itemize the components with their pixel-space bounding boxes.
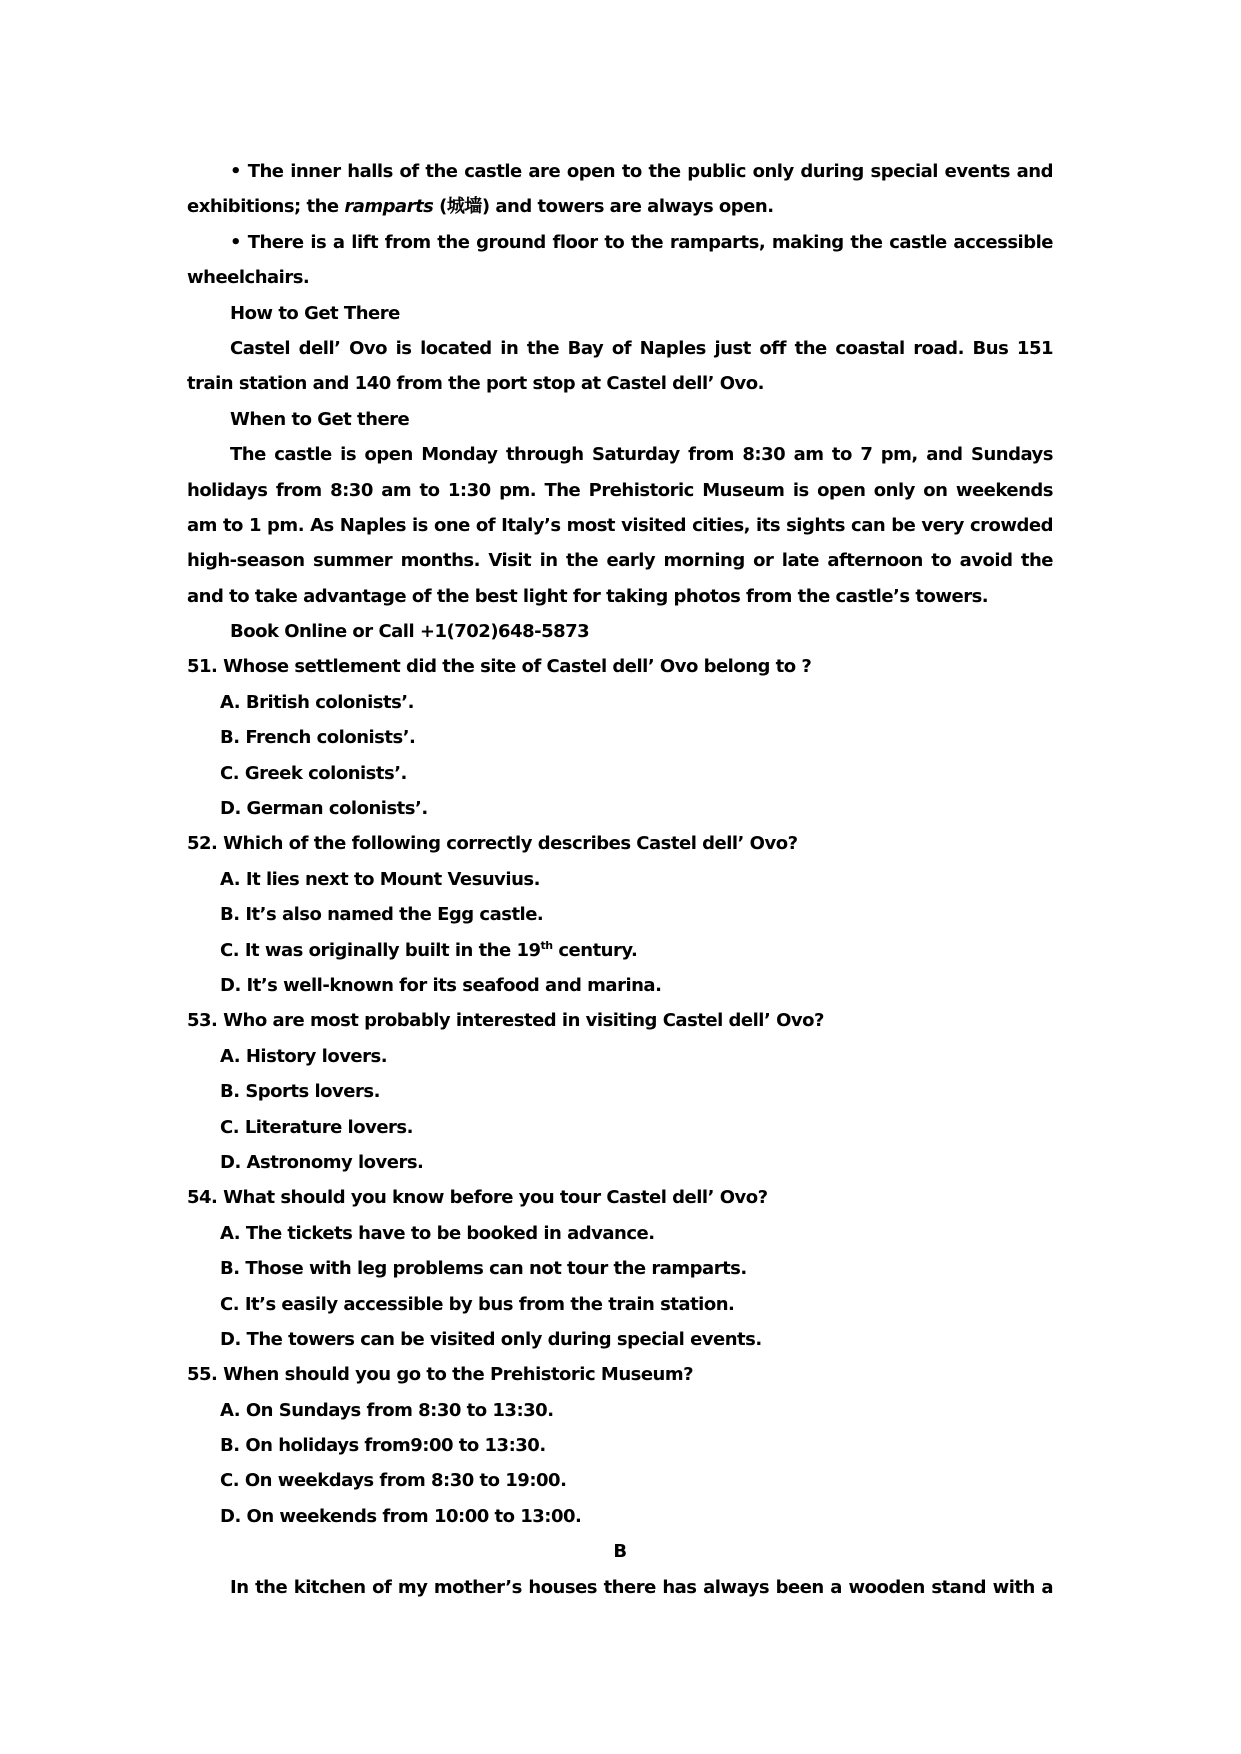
question-53-option-a: A. History lovers. <box>220 1045 388 1067</box>
bullet-1-line-2 <box>187 189 1053 224</box>
how-text-line-1: Castel dell’ Ovo is located in the Bay of Naples just off the coastal road. Bus 151 <box>230 337 1053 359</box>
question-52-option-d: D. It’s well-known for its seafood and marina. <box>220 974 662 996</box>
bullet-1-text-before: exhibitions; the <box>187 196 345 218</box>
section-b-label: B <box>613 1541 627 1563</box>
option-c-tail: century. <box>552 939 638 961</box>
question-53-stem: 53. Who are most probably interested in visiting Castel dell’ Ovo? <box>187 1010 824 1032</box>
question-51-stem: 51. Whose settlement did the site of Castel dell’ Ovo belong to ? <box>187 656 812 678</box>
bullet-2-line-1: • There is a lift from the ground floor to the ramparts, making the castle accessible <box>230 231 1053 253</box>
option-c-text: C. It was originally built in the 19 <box>220 939 541 961</box>
when-text-line-5: and to take advantage of the best light for taking photos from the castle’s towers. <box>187 585 989 607</box>
question-54-option-a: A. The tickets have to be booked in advance. <box>220 1222 655 1244</box>
how-text-line-2: train station and 140 from the port stop at Castel dell’ Ovo. <box>187 373 764 395</box>
question-55-stem: 55. When should you go to the Prehistoric Museum? <box>187 1364 694 1386</box>
when-text-line-1: The castle is open Monday through Saturday from 8:30 am to 7 pm, and Sundays <box>230 444 1053 466</box>
bullet-2-line-2: wheelchairs. <box>187 267 310 289</box>
question-54-option-b: B. Those with leg problems can not tour the ramparts. <box>220 1258 747 1280</box>
question-54-option-d: D. The towers can be visited only during special events. <box>220 1328 762 1350</box>
question-52-option-b: B. It’s also named the Egg castle. <box>220 904 544 926</box>
ordinal-suffix: th <box>540 938 553 952</box>
document-page <box>187 154 1053 1605</box>
question-55-option-b: B. On holidays from9:00 to 13:30. <box>220 1435 546 1457</box>
question-53-option-c: C. Literature lovers. <box>220 1116 413 1138</box>
when-text-line-2: holidays from 8:30 am to 1:30 pm. The Prehistoric Museum is open only on weekends <box>187 479 1053 501</box>
booking-line: Book Online or Call +1(702)648-5873 <box>230 621 590 643</box>
when-text-line-4: high-season summer months. Visit in the early morning or late afternoon to avoid the <box>187 550 1053 572</box>
ramparts-term: ramparts <box>344 196 434 218</box>
question-55-option-d: D. On weekends from 10:00 to 13:00. <box>220 1505 582 1527</box>
question-52-stem: 52. Which of the following correctly describes Castel dell’ Ovo? <box>187 833 798 855</box>
bullet-1-text-after: (城墙) and towers are always open. <box>433 196 774 218</box>
when-text-line-3: am to 1 pm. As Naples is one of Italy’s most visited cities, its sights can be very crowded <box>187 514 1053 536</box>
question-51-option-d: D. German colonists’. <box>220 798 428 820</box>
question-53-option-b: B. Sports lovers. <box>220 1081 380 1103</box>
question-55-option-a: A. On Sundays from 8:30 to 13:30. <box>220 1399 554 1421</box>
bullet-1-line-1: • The inner halls of the castle are open to the public only during special events and <box>230 161 1053 182</box>
question-51-option-b: B. French colonists’. <box>220 727 416 749</box>
question-54-stem: 54. What should you know before you tour Castel dell’ Ovo? <box>187 1187 768 1209</box>
question-52-option-c <box>187 933 1053 968</box>
question-52-option-a: A. It lies next to Mount Vesuvius. <box>220 868 540 890</box>
question-55-option-c: C. On weekdays from 8:30 to 19:00. <box>220 1470 567 1492</box>
section-b-line-1: In the kitchen of my mother’s houses there has always been a wooden stand with a <box>230 1576 1053 1598</box>
when-heading: When to Get there <box>230 408 410 430</box>
question-54-option-c: C. It’s easily accessible by bus from the train station. <box>220 1293 735 1315</box>
question-51-option-c: C. Greek colonists’. <box>220 762 407 784</box>
question-53-option-d: D. Astronomy lovers. <box>220 1151 424 1173</box>
how-heading: How to Get There <box>230 302 400 324</box>
question-51-option-a: A. British colonists’. <box>220 691 414 713</box>
